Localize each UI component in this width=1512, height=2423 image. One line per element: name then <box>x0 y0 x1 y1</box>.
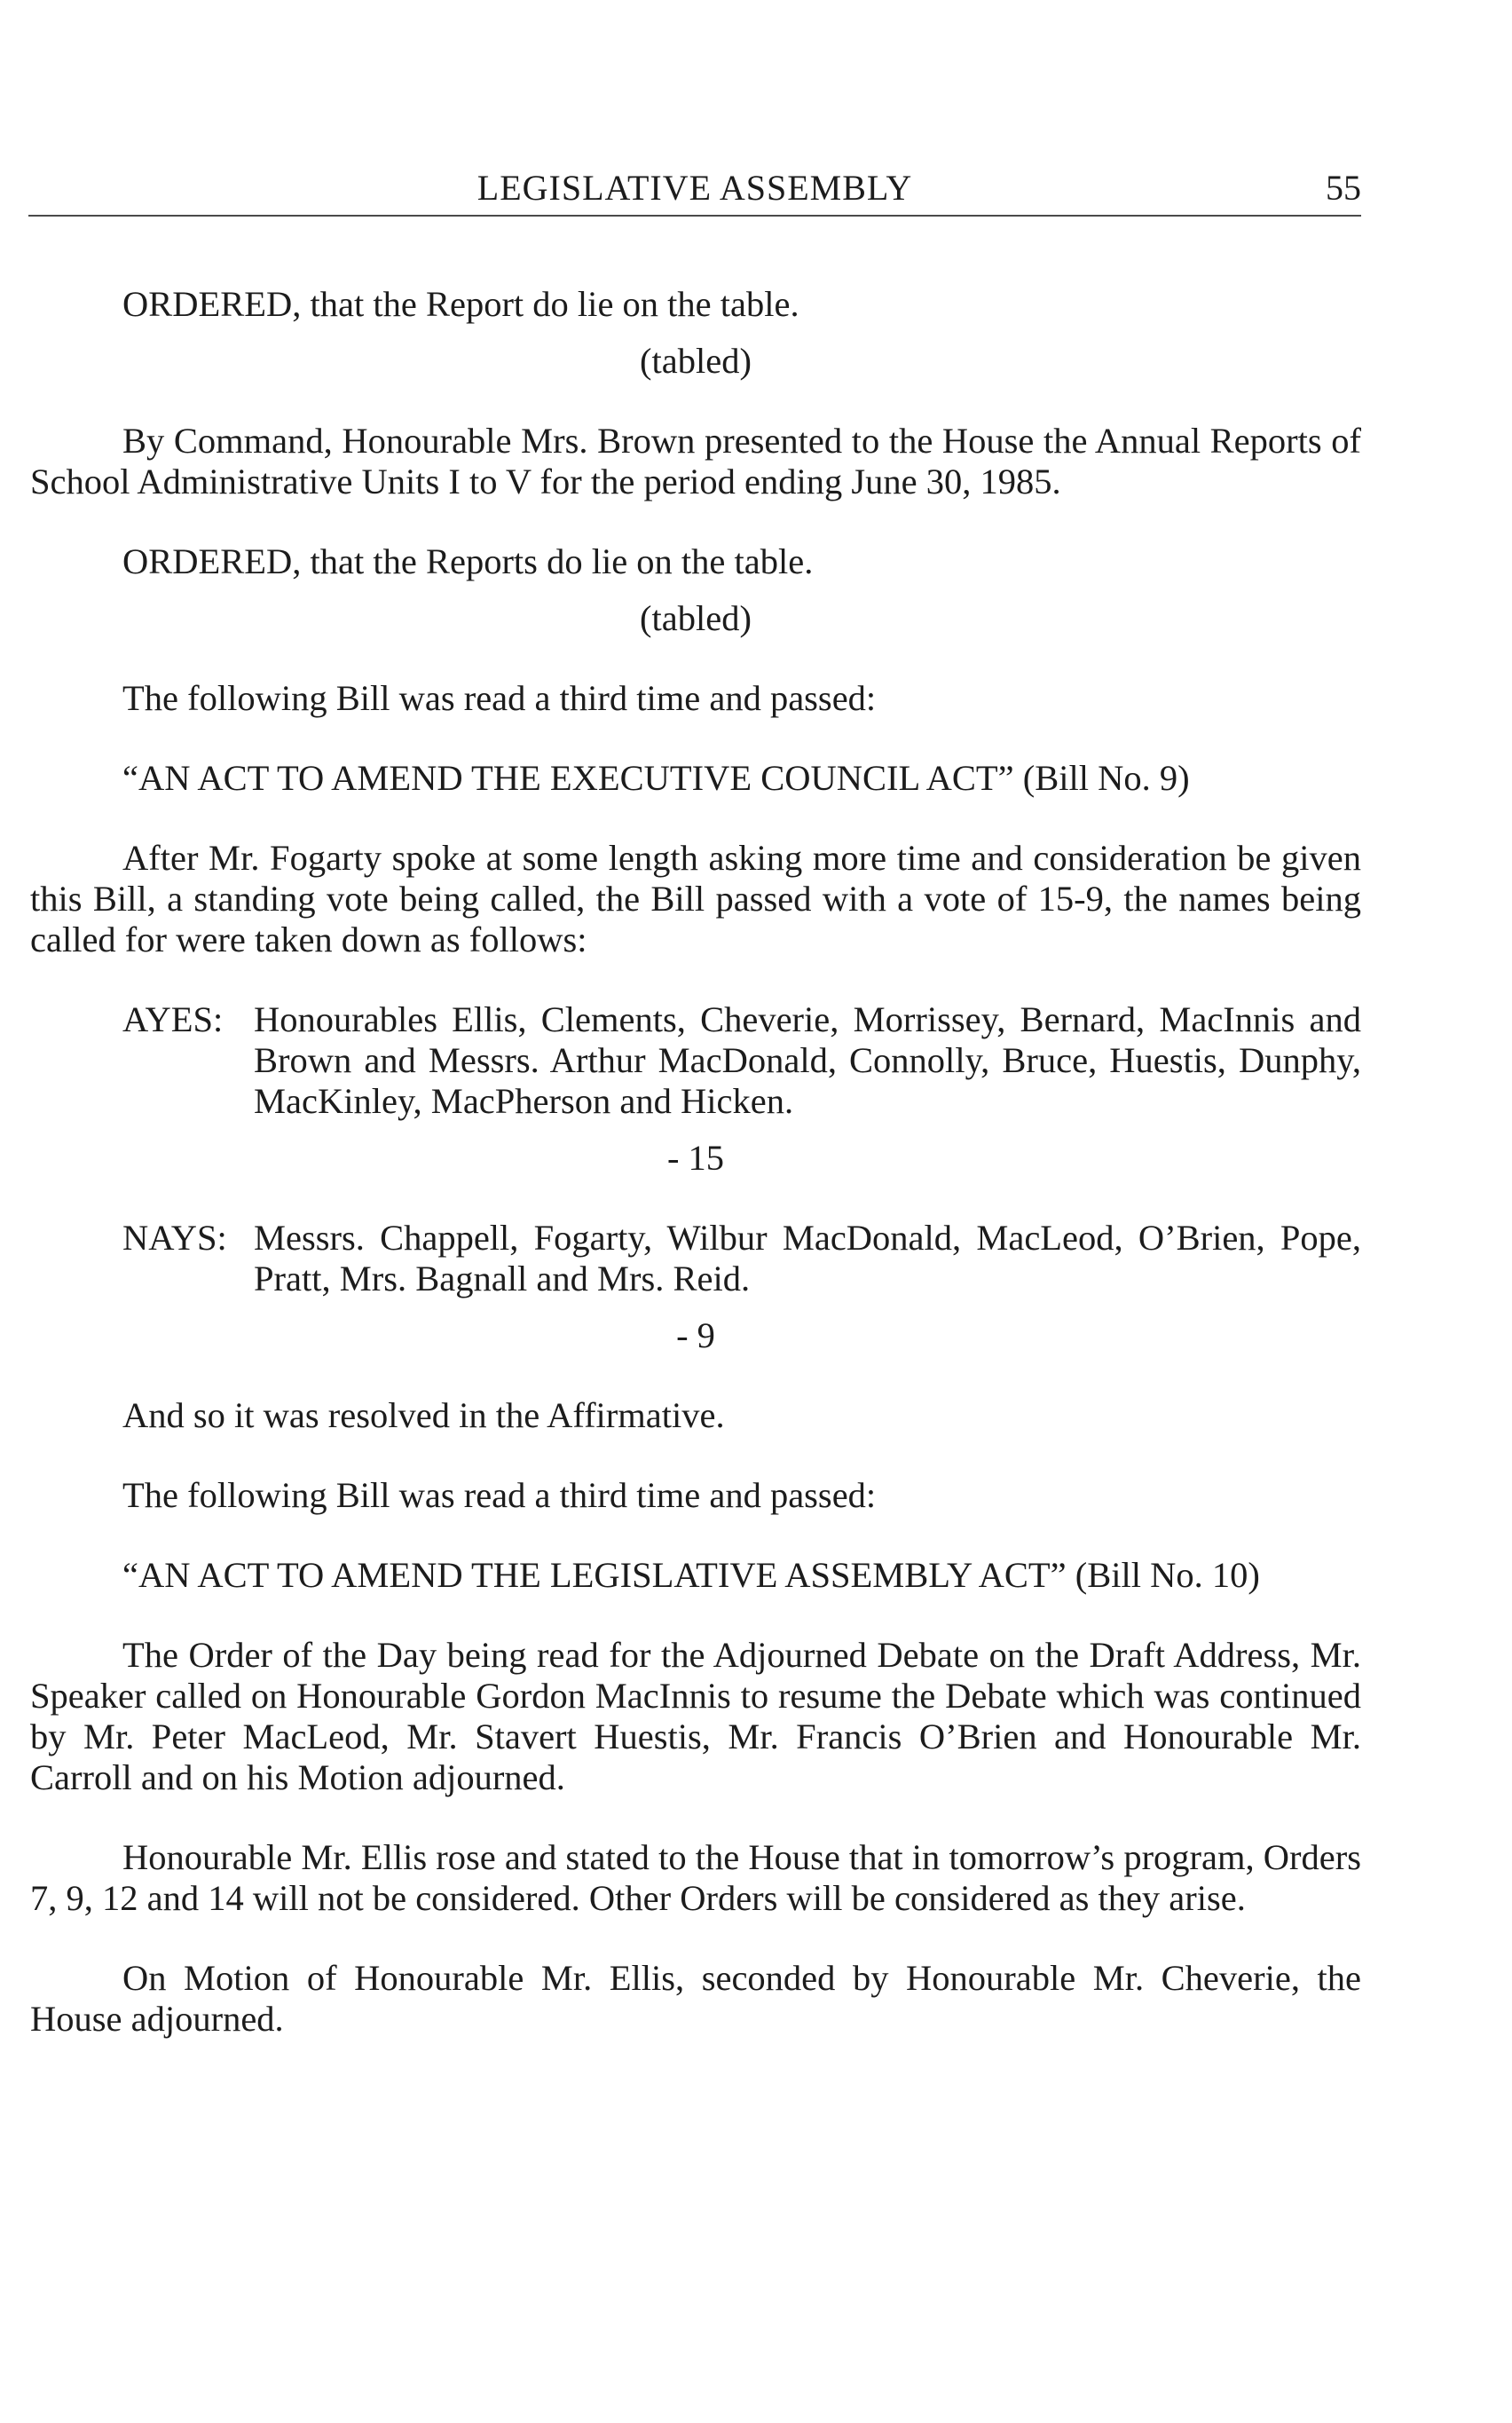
tabled-note: (tabled) <box>640 341 752 381</box>
paragraph-adjournment: On Motion of Honourable Mr. Ellis, seconded by Honourable Mr. Cheverie, the House adjourned. <box>30 1958 1361 2039</box>
ayes-block <box>122 999 1361 1122</box>
paragraph-program: Honourable Mr. Ellis rose and stated to the House that in tomorrow’s program, Orders 7, 9, 12 and 14 will not be considered. Other Orders will be considered as they arise. <box>30 1837 1361 1918</box>
paragraph-ordered-reports: ORDERED, that the Reports do lie on the table. <box>122 541 814 581</box>
page-body <box>30 284 1361 2040</box>
running-title: LEGISLATIVE ASSEMBLY <box>476 168 913 208</box>
ayes-count: - 15 <box>666 1138 725 1178</box>
paragraph-affirmative: And so it was resolved in the Affirmative. <box>122 1395 725 1435</box>
bill-title: “AN ACT TO AMEND THE LEGISLATIVE ASSEMBLY ACT” (Bill No. 10) <box>122 1555 1260 1595</box>
page-number: 55 <box>1326 168 1361 208</box>
nays-count: - 9 <box>676 1315 715 1355</box>
ayes-names: Honourables Ellis, Clements, Cheverie, Morrissey, Bernard, MacInnis and Brown and Messrs. Arthur MacDonald, Connolly, Bruce, Huestis, Dunphy, MacKinley, MacPherson and Hicken. <box>254 999 1361 1121</box>
paragraph-annual-reports: By Command, Honourable Mrs. Brown presented to the House the Annual Reports of School Administrative Units I to V for the period ending June 30, 1985. <box>30 421 1361 501</box>
paragraph-adjourned-debate: The Order of the Day being read for the Adjourned Debate on the Draft Address, Mr. Speaker called on Honourable Gordon MacInnis to resume the Debate which was continued by Mr. Peter MacLeod, Mr. Stavert Huestis, Mr. Francis O’Brien and Honourable Mr. Carroll and on his Motion adjourned. <box>30 1635 1361 1797</box>
page-header <box>28 162 1361 217</box>
paragraph-third-reading: The following Bill was read a third time and passed: <box>122 1475 877 1515</box>
paragraph-third-reading: The following Bill was read a third time and passed: <box>122 678 877 718</box>
nays-label: NAYS: <box>122 1218 227 1258</box>
nays-names: Messrs. Chappell, Fogarty, Wilbur MacDonald, MacLeod, O’Brien, Pope, Pratt, Mrs. Bagnall and Mrs. Reid. <box>254 1218 1361 1298</box>
ayes-label: AYES: <box>122 999 224 1039</box>
tabled-note: (tabled) <box>640 598 752 638</box>
nays-block <box>122 1218 1361 1299</box>
paragraph-standing-vote: After Mr. Fogarty spoke at some length asking more time and consideration be given this Bill, a standing vote being called, the Bill passed with a vote of 15-9, the names being called for were taken down as follows: <box>30 838 1361 959</box>
bill-title: “AN ACT TO AMEND THE EXECUTIVE COUNCIL ACT” (Bill No. 9) <box>122 758 1190 798</box>
paragraph-ordered-report: ORDERED, that the Report do lie on the table. <box>122 284 799 324</box>
